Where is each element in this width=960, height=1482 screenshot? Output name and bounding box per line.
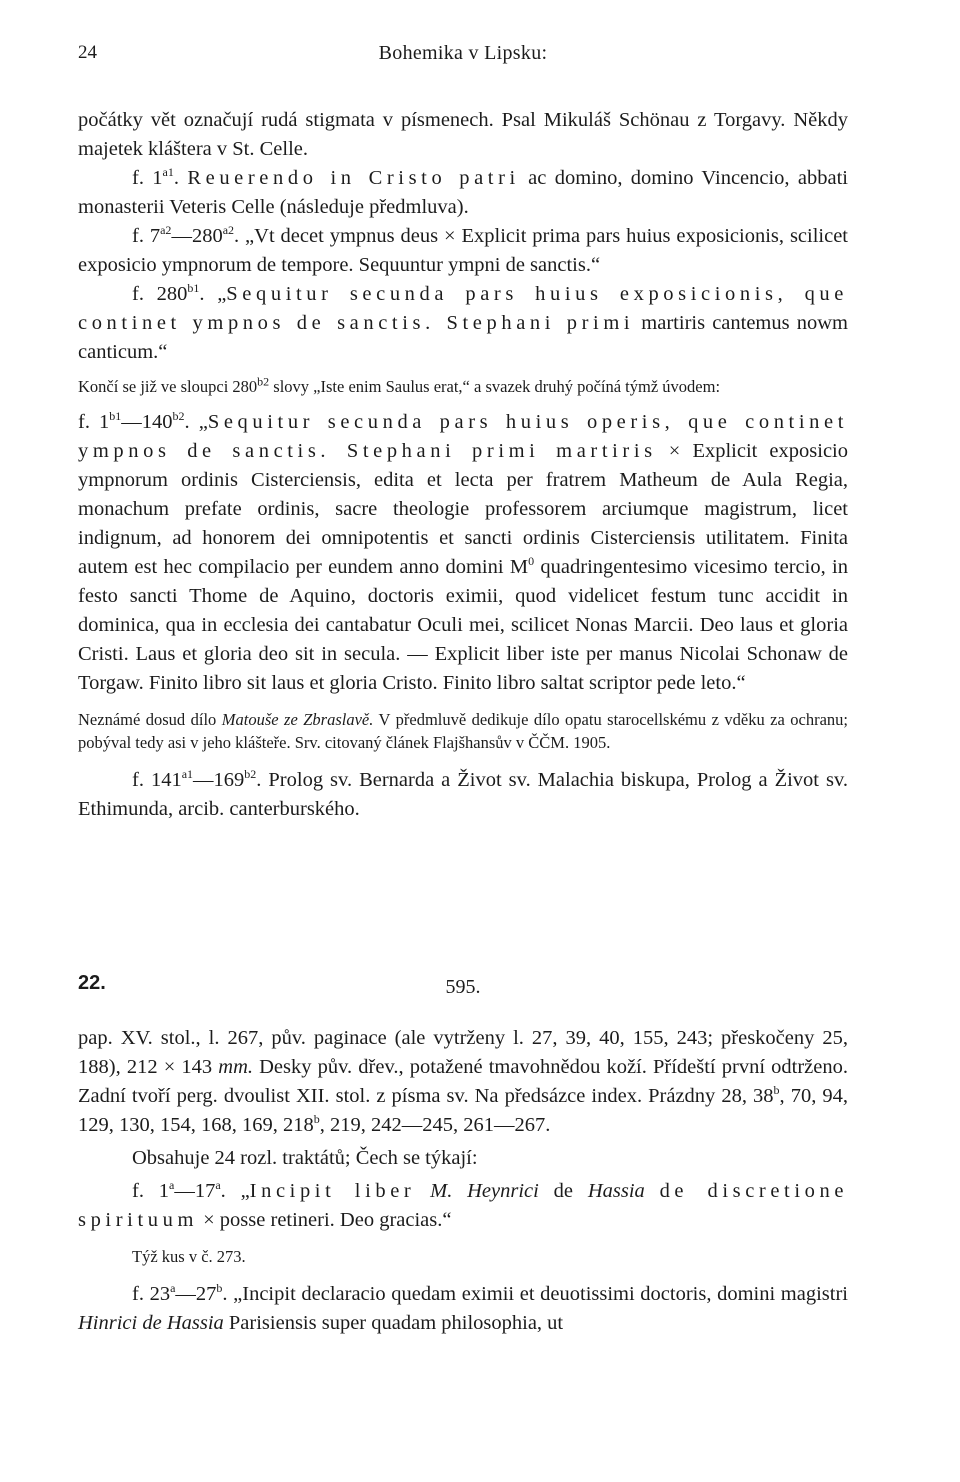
footnote-1: Končí se již ve sloupci $280^{b2}$ slovy „Iste enim Saulus erat,“ a svazek druhý počíná týmž úvodem: bbox=[78, 374, 721, 396]
running-title: Bohemika v Lipsku: bbox=[378, 42, 548, 64]
tract-entry-2: f. 23$^a$—27$^b$. „Incipit declaracio quedam eximii et deuotissimi doctoris, domini magistri Hinrici de Hassia Parisiensis super quadam philosophia, ut bbox=[78, 1281, 848, 1334]
section-heading bbox=[78, 972, 848, 1002]
contents-statement: Obsahuje 24 rozl. traktátů; Čech se týkají: bbox=[132, 1147, 478, 1169]
section-label: 22. bbox=[78, 972, 106, 994]
folio-entry-3: f. $280^{b1}$. „Sequitur secunda pars huius exposicionis, que continet ympnos de sanctis. Stephani primi martiris cantemus nowm canticum.“ bbox=[78, 281, 848, 363]
folio-entry-5: f. $141^{a1}—169^{b2}$. Prolog sv. Bernarda a Život sv. Malachia biskupa, Prolog a Život sv. Ethimunda, arcib. canterburského. bbox=[78, 767, 848, 820]
section-number: 595. bbox=[445, 976, 481, 998]
catalog-entry-595 bbox=[78, 1024, 848, 1338]
folio-entry-2: f. $7^{a2}—280^{a2}$. „Vt decet ympnus deus × Explicit prima pars huius exposicionis, scilicet exposicio ympnorum de tempore. Sequuntur ympni de sanctis.“ bbox=[78, 223, 848, 276]
tract-entry-1: f. 1$^a$—17$^a$. „Incipit liber M. Heynrici de Hassia de discretione spirituum × posse retineri. Deo gracias.“ bbox=[78, 1178, 849, 1231]
footnote-3: Týž kus v č. 273. bbox=[132, 1247, 246, 1266]
folio-entry-4: f. $1^{b1}—140^{b2}$. „Sequitur secunda pars huius operis, que continet ympnos de sanctis. Stephani primi martiris × Explicit exposicio ympnorum ordinis Cisterciensis, edita et lecta per fratrem Matheum de Aula Regia, monachum prefate ordinis, sacre theologie professorem arciumque magistrum, licet indignum, ad honorem dei omnipotentis et sancti ordinis Cisterciensis utilitatem. Finita autem est hec compilacio per eundem anno domini $M^0$ quadringentesimo vicesimo tercio, in festo sancti Thome de Aquino, doctoris eximii, quod videlicet festum tunc accidit in dominica, qua in ecclesia dei cantabatur Oculi mei, scilicet Nonas Marcii. Deo laus et gloria Cristi. Laus et gloria deo sit in secula. — Explicit liber iste per manus Nicolai Schonaw de Torgaw. Finito libro sit laus et gloria Cristo. Finito libro saltat scriptor pede leto.“ bbox=[78, 409, 848, 694]
catalog-entry-continued bbox=[78, 106, 848, 824]
physical-description: pap. XV. stol., l. 267, pův. paginace (ale vytrženy l. 27, 39, 40, 155, 243; přeskočeny 25, 188), 212 × 143 mm. Desky pův. dřev., potažené tmavohnědou koží. Přídeští první odtrženo. Zadní tvoří perg. dvoulist XII. stol. z písma sv. Na předsázce index. Prázdny 28, 38$^b$, 70, 94, 129, 130, 154, 168, 169, 218$^b$, 219, 242—245, 261—267. bbox=[78, 1027, 848, 1136]
paragraph-intro: počátky vět označují rudá stigmata v písmenech. Psal Mikuláš Schönau z Torgavy. Někdy majetek kláštera v St. Celle. bbox=[78, 109, 848, 160]
page-header bbox=[78, 42, 848, 72]
page-number: 24 bbox=[78, 42, 97, 63]
folio-entry-1: f. $1^{a1}$. Reuerendo in Cristo patri ac domino, domino Vincencio, abbati monasterii Veteris Celle (následuje předmluva). bbox=[78, 165, 848, 218]
footnote-2: Neznámé dosud dílo Matouše ze Zbraslavě. V předmluvě dedikuje dílo opatu starocellskému z vděku za ochranu; pobýval tedy asi v jeho klášteře. Srv. citovaný článek Flajšhansův v ČČM. 1905. bbox=[78, 710, 848, 752]
